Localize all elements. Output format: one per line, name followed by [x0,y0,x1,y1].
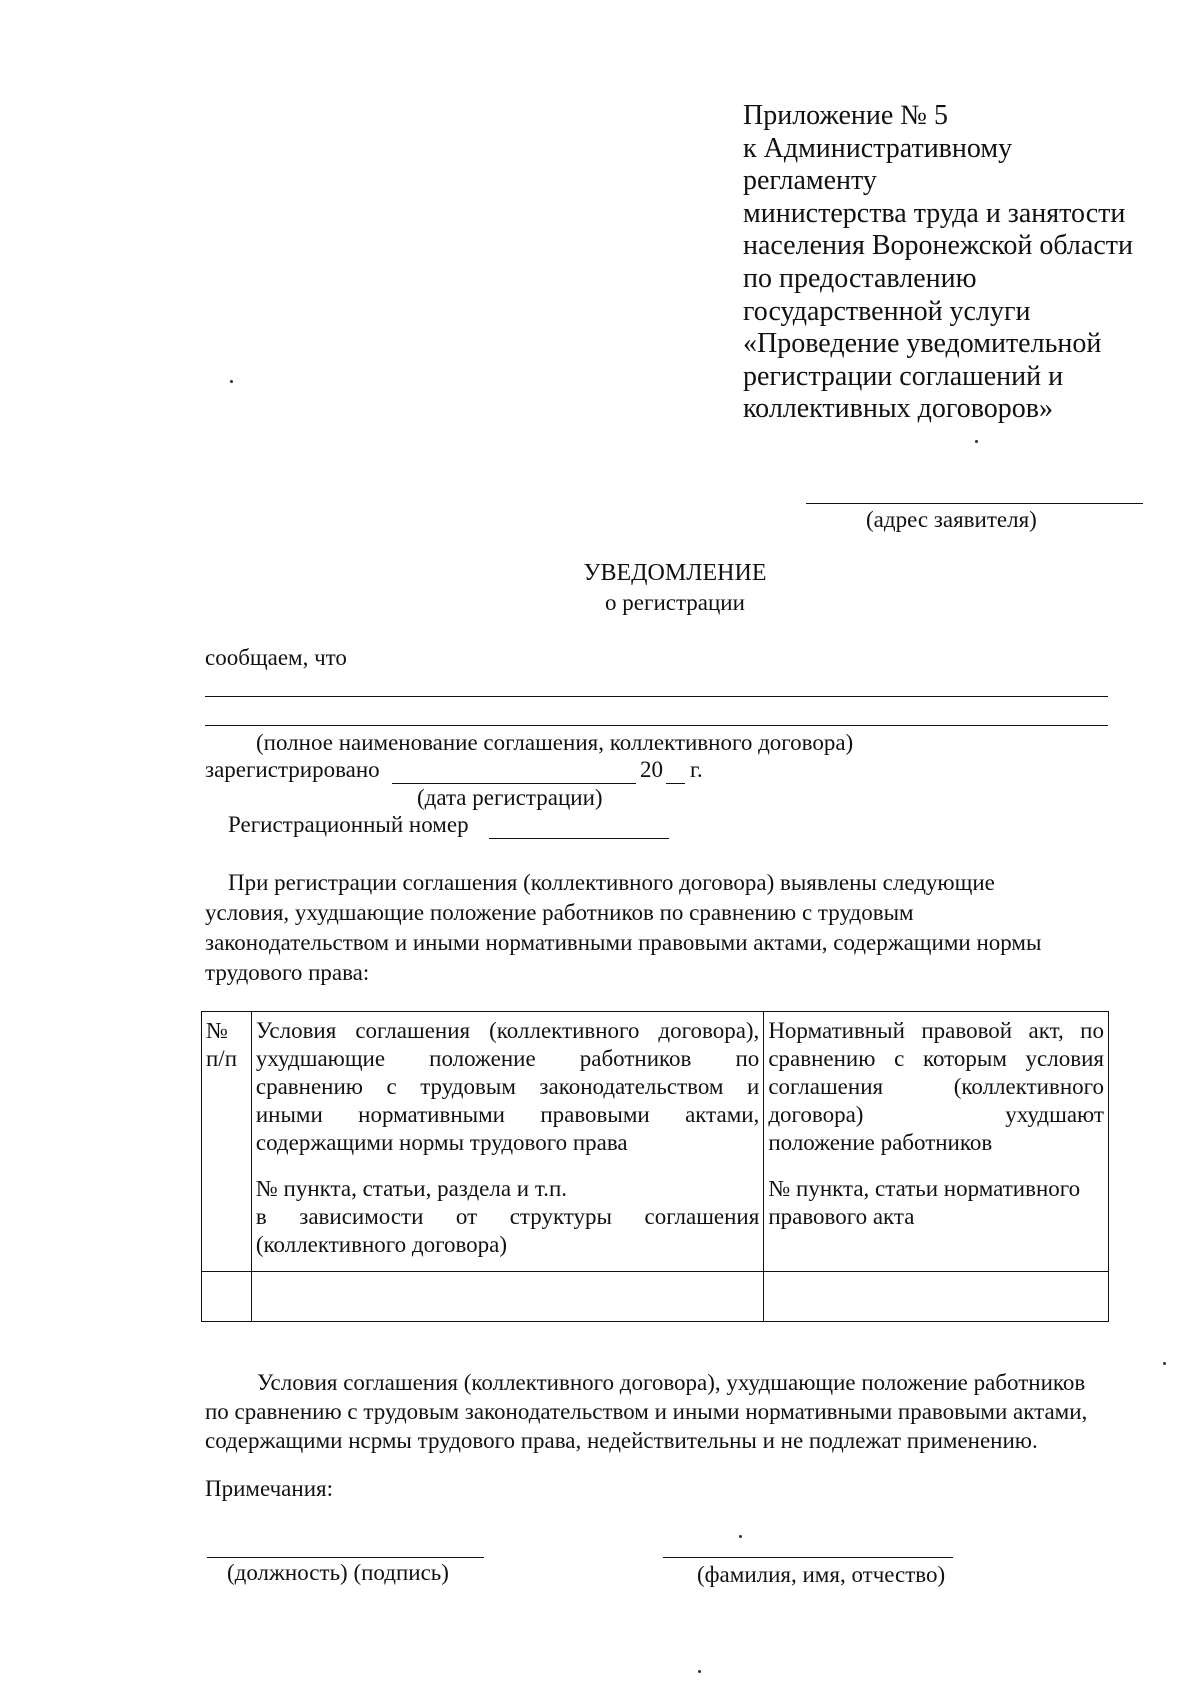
full-name-line [663,1557,953,1558]
agreement-name-line-1 [205,696,1108,697]
col-conditions-subheader-line: в зависимости от структуры соглашения [255,1204,760,1229]
col-conditions-header-line: содержащими нормы трудового права [255,1130,628,1155]
annex-line: по предоставлению [743,262,977,294]
registration-date-caption: (дата регистрации) [417,785,603,810]
scan-speck [975,440,978,443]
col-conditions-header-line: ухудшающие положение работников по [255,1046,760,1071]
col-number-header-line: п/п [206,1046,238,1071]
scan-speck [698,1670,701,1673]
annex-line: населения Воронежской области [743,230,1133,262]
findings-line: условия, ухудшающие положение работников по сравнению с трудовым [205,900,914,925]
col-legal-act-header-line: положение работников [768,1130,993,1155]
findings-paragraph [205,868,1041,988]
table-header-row [202,1012,1109,1272]
annex-line: регламенту [743,165,877,197]
position-signature-line [207,1557,484,1558]
table-row [202,1272,1109,1322]
findings-line: трудового права: [205,960,370,985]
year-blank-line [666,783,685,784]
col-number-header-line: № [206,1018,228,1043]
registration-number-line [489,838,669,839]
table-cell-empty [202,1272,252,1322]
annex-line: «Проведение уведомительной [743,328,1102,360]
annex-line: коллективных договоров» [743,393,1053,425]
annex-line: Приложение № 5 [743,100,948,131]
annex-block [743,100,1133,426]
col-conditions-header-line: Условия соглашения (коллективного договора), [255,1018,760,1043]
col-conditions-subheader-line: (коллективного договора) [255,1232,508,1257]
conclusion-line: Условия соглашения (коллективного договора), ухудшающие положение работников [257,1370,1086,1395]
scan-speck [230,380,233,383]
applicant-address-line [806,503,1143,504]
col-number-header [202,1012,252,1272]
year-suffix: г. [690,757,703,782]
col-legal-act-header-line: Нормативный правовой акт, по [768,1018,1104,1043]
annex-line: государственной услуги [743,295,1031,327]
col-conditions-header-line: сравнению с трудовым законодательством и [255,1074,760,1099]
notice-title: УВЕДОМЛЕНИЕ [583,560,767,586]
applicant-address-caption: (адрес заявителя) [866,507,1037,532]
col-legal-act-subheader-line: правового акта [768,1204,915,1229]
violations-table [201,1011,1109,1322]
report-intro: сообщаем, что [205,645,347,670]
table-cell-empty [251,1272,763,1322]
col-legal-act-subheader-line: № пункта, статьи нормативного [768,1176,1081,1201]
scan-speck [739,1535,742,1538]
findings-line: законодательством и иными нормативными правовыми актами, содержащими нормы [205,930,1042,955]
position-signature-caption: (должность) (подпись) [227,1560,449,1585]
col-conditions-header [251,1012,763,1272]
full-name-caption: (фамилия, имя, отчество) [697,1562,946,1587]
col-conditions-header-line: иными нормативными правовыми актами, [255,1102,760,1127]
registration-date-line [392,783,636,784]
col-conditions-subheader-line: № пункта, статьи, раздела и т.п. [255,1176,567,1201]
registration-number-label: Регистрационный номер [228,812,469,837]
conclusion-line: содержащими нсрмы трудового права, недействительны и не подлежат применению. [205,1428,1038,1453]
notes-label: Примечания: [205,1476,333,1501]
annex-line: регистрации соглашений и [743,360,1064,392]
year-prefix: 20 [640,757,663,782]
findings-line: При регистрации соглашения (коллективного договора) выявлены следующие [228,870,995,895]
table-cell-empty [764,1272,1109,1322]
annex-line: министерства труда и занятости [743,197,1126,229]
agreement-name-caption: (полное наименование соглашения, коллективного договора) [256,730,854,755]
conclusion-paragraph [205,1368,1087,1455]
col-legal-act-header-line: соглашения (коллективного [768,1074,1104,1099]
col-legal-act-header-line: договора) ухудшают [768,1102,1104,1127]
col-legal-act-header [764,1012,1109,1272]
col-legal-act-header-line: сравнению с которым условия [768,1046,1104,1071]
annex-line: к Административному [743,132,1013,164]
registered-label: зарегистрировано [205,757,380,782]
notice-subtitle: о регистрации [605,590,745,615]
agreement-name-line-2 [205,725,1108,726]
conclusion-line: по сравнению с трудовым законодательством и иными нормативными правовыми актами, [205,1399,1088,1424]
scan-speck [1163,1362,1166,1365]
